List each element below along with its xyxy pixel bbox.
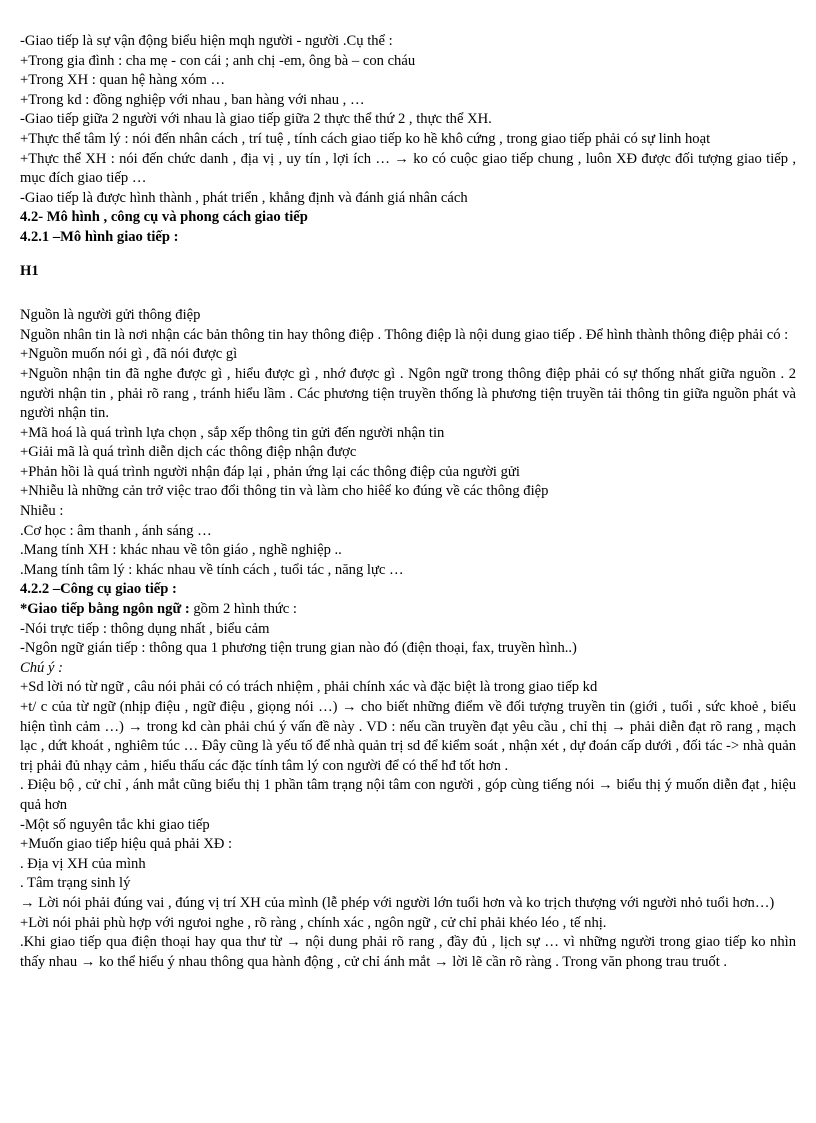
language-heading-rest: gồm 2 hình thức : (189, 601, 297, 618)
text-line: +t/ c của từ ngữ (nhịp điệu , ngữ điệu , giọng nói …) → cho biết những điểm về đối tượng truyền tin (giới , tuổi , sức khoẻ , biểu hiện tình cảm …) → trong kd càn phải chú ý vấn đề này . VD : nếu cần truyền đạt yêu cầu , chỉ thị → phải diễn đạt rõ rang , mạch lạc , dứt khoát , nghiêm túc … Đây cũng là yếu tố để nhà quản trị sd để kiểm soát , nhận xét , dự đoán cấp dưới , đối tác -> nhà quản trị phải đủ nhạy cảm , hiểu thấu các đặc tính tâm lý con người để có thể hđ tốt hơn . (20, 699, 796, 774)
section-heading-4-2-2: 4.2.2 –Công cụ giao tiếp : (20, 581, 177, 598)
text-line: +Nguồn muốn nói gì , đã nói được gì (20, 346, 238, 363)
section-heading-4-2-1: 4.2.1 –Mô hình giao tiếp : (20, 228, 179, 245)
text-line: . Điệu bộ , cử chỉ , ánh mắt cũng biểu thị 1 phần tâm trạng nội tâm con người , góp cùng tiếng nói → biểu thị ý muốn diễn đạt , hiệu quả hơn (20, 777, 796, 813)
text-line: -Nói trực tiếp : thông dụng nhất , biểu cảm (20, 620, 270, 637)
text-line: -Giao tiếp là sự vận động biểu hiện mqh người - người .Cụ thể : (20, 33, 393, 49)
text-line: Nhiễu : (20, 503, 64, 520)
text-line: -Giao tiếp là được hình thành , phát triển , khẳng định và đánh giá nhân cách (20, 189, 468, 206)
text-line: → Lời nói phải đúng vai , đúng vị trí XH của mình (lễ phép với người lớn tuổi hơn và ko trịch thượng với người nhỏ tuổi hơn…) (20, 894, 775, 911)
text-line: +Mã hoá là quá trình lựa chọn , sắp xếp thông tin gửi đến người nhận tin (20, 424, 445, 441)
text-line: +Trong gia đình : cha mẹ - con cái ; anh chị -em, ông bà – con cháu (20, 52, 416, 69)
spacer (20, 248, 796, 262)
text-line: +Giải mã là quá trình diễn dịch các thông điệp nhận được (20, 444, 357, 461)
text-line: .Khi giao tiếp qua điện thoại hay qua thư từ → nội dung phải rõ rang , đầy đủ , lịch sự … vì những người trong giao tiếp ko nhìn thấy nhau → ko thể hiểu ý nhau thông qua hành động , cử chỉ ánh mắt → lời lẽ cần rõ ràng . Trong văn phong trau truốt . (20, 934, 796, 970)
text-line: .Cơ học : âm thanh , ánh sáng … (20, 522, 212, 539)
section-heading-4-2: 4.2- Mô hình , công cụ và phong cách giao tiếp (20, 209, 308, 226)
text-line: -Giao tiếp giữa 2 người với nhau là giao tiếp giữa 2 thực thể thứ 2 , thực thể XH. (20, 111, 492, 128)
text-line: . Tâm trạng sinh lý (20, 875, 131, 892)
text-line: +Trong XH : quan hệ hàng xóm … (20, 72, 226, 89)
text-line: +Trong kd : đồng nghiệp với nhau , ban hàng với nhau , … (20, 91, 365, 108)
text-line: Nguồn là người gửi thông điệp (20, 307, 201, 324)
text-line: +Nguồn nhận tin đã nghe được gì , hiểu được gì , nhớ được gì . Ngôn ngữ trong thông điệp phải có sự thống nhất giữa nguồn . 2 người nhận tin , phải rõ rang , tránh hiểu lầm . Các phương tiện truyền thống là phương tiện truyền tải thông tin giữa nguồn phát và người nhận tin. (20, 365, 796, 422)
text-line: +Thực thể XH : nói đến chức danh , địa vị , uy tín , lợi ích … → ko có cuộc giao tiếp chung , luôn XĐ được đối tượng giao tiếp , mục đích giao tiếp … (20, 150, 796, 187)
text-line: +Lời nói phải phù hợp với ngưoi nghe , rõ ràng , chính xác , ngôn ngữ , cử chỉ phải khéo léo , tế nhị. (20, 914, 607, 931)
text-line: +Muốn giao tiếp hiệu quả phải XĐ : (20, 836, 233, 853)
text-line: -Ngôn ngữ gián tiếp : thông qua 1 phương tiện trung gian nào đó (điện thoại, fax, truyền hình..) (20, 640, 577, 657)
figure-label-h1: H1 (20, 262, 39, 279)
text-line: +Phản hồi là quá trình người nhận đáp lại , phản ứng lại các thông điệp của người gửi (20, 463, 520, 480)
language-heading-bold: *Giao tiếp bằng ngôn ngữ : (20, 601, 190, 618)
text-line: . Địa vị XH của mình (20, 855, 146, 872)
text-line: Nguồn nhân tin là nơi nhận các bản thông tin hay thông điệp . Thông điệp là nội dung giao tiếp . Để hình thành thông điệp phải có : (20, 326, 789, 343)
text-line: +Thực thể tâm lý : nói đến nhân cách , trí tuệ , tính cách giao tiếp ko hề khô cứng , trong giao tiếp phải có sự linh hoạt (20, 130, 711, 147)
spacer (20, 281, 796, 306)
text-line: -Một số nguyên tắc khi giao tiếp (20, 816, 210, 833)
text-line: .Mang tính XH : khác nhau về tôn giáo , nghề nghiệp .. (20, 542, 342, 559)
note-label: Chú ý : (20, 659, 63, 676)
text-line: .Mang tính tâm lý : khác nhau về tính cách , tuổi tác , năng lực … (20, 561, 404, 578)
text-line: +Sd lời nó từ ngữ , câu nói phải có có trách nhiệm , phải chính xác và đặc biệt là trong giao tiếp kd (20, 679, 598, 696)
text-line: +Nhiễu là những cản trở việc trao đổi thông tin và làm cho hiêể ko đúng về các thông điệp (20, 483, 549, 500)
language-heading-line (20, 600, 796, 620)
